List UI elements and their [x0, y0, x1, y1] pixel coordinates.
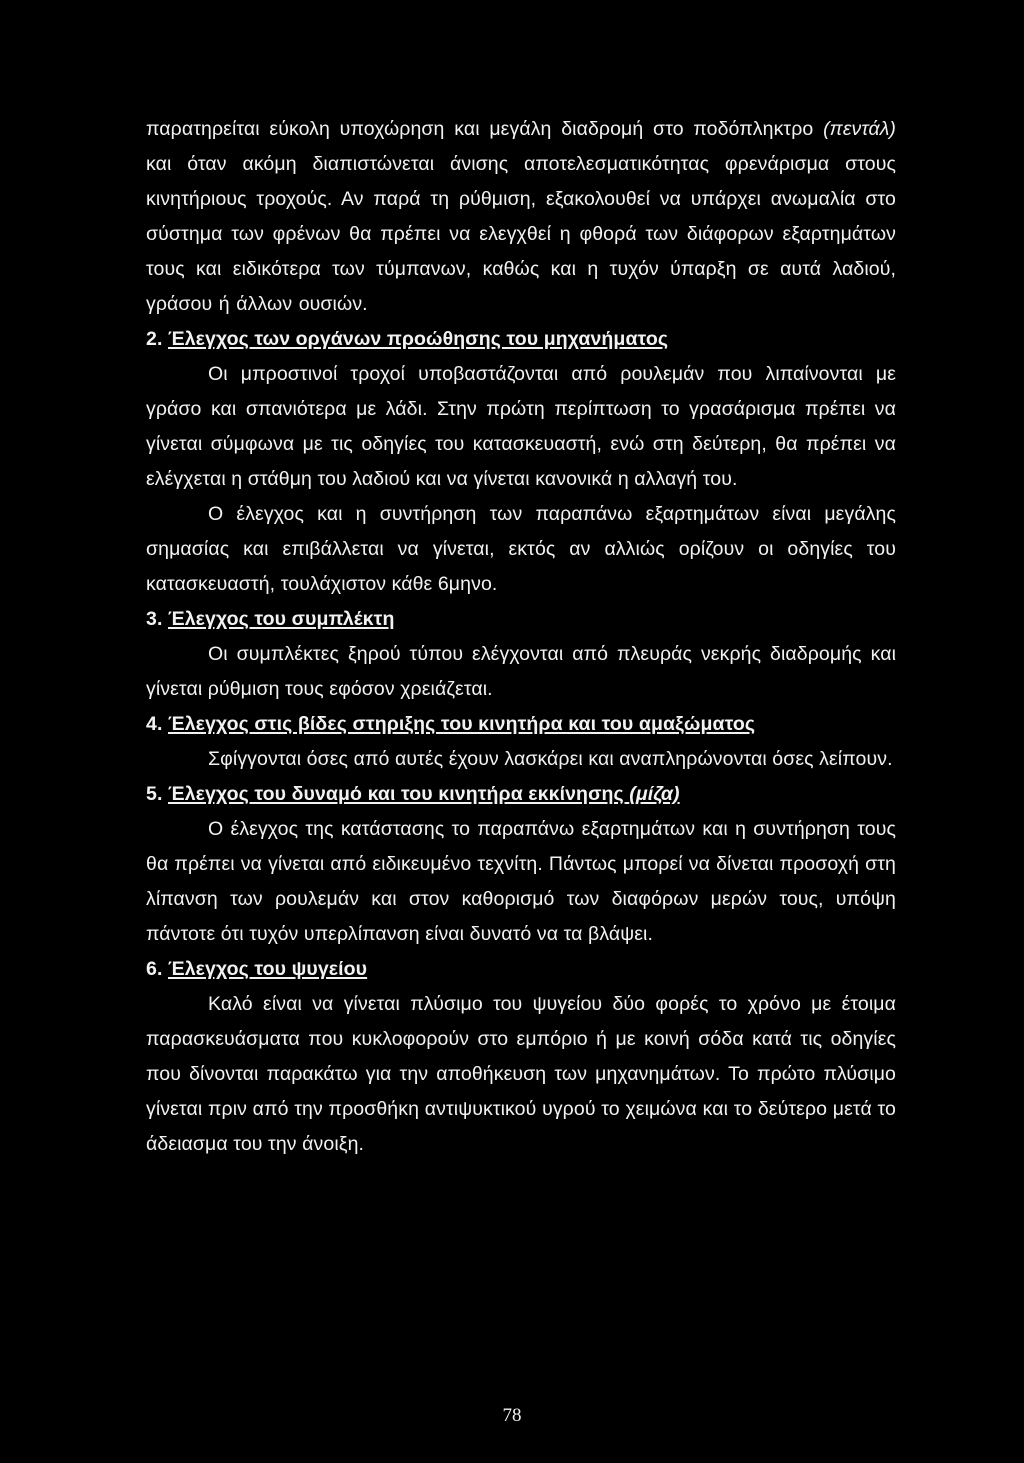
section-heading-5: [146, 777, 896, 812]
section-paragraph: Οι μπροστινοί τροχοί υποβαστάζονται από ρουλεμάν που λιπαίνονται με γράσο και σπανιότερα με λάδι. Στην πρώτη περίπτωση το γρασάρισμα πρέπει να γίνεται σύμφωνα με τις οδηγίες του κατασκευαστή, ενώ στη δεύτερη, θα πρέπει να ελέγχεται η στάθμη του λαδιού και να γίνεται κανονικά η αλλαγή του.: [146, 363, 896, 490]
section-paragraph: Ο έλεγχος της κατάστασης το παραπάνω εξαρτημάτων και η συντήρηση τους θα πρέπει να γίνεται από ειδικευμένο τεχνίτη. Πάντως μπορεί να δίνεται προσοχή στη λίπανση των ρουλεμάν και στον καθορισμό των διαφόρων μερών τους, υπόψη πάντοτε ότι τυχόν υπερλίπανση είναι δυνατό να τα βλάψει.: [146, 818, 896, 945]
document-body: [146, 112, 896, 1162]
section-title-text: Έλεγχος του δυναμό και του κινητήρα εκκίνησης: [168, 783, 630, 805]
paragraph-emphasis: (πεντάλ): [823, 118, 896, 140]
section-number: 3.: [146, 608, 163, 630]
section-number: 4.: [146, 713, 163, 735]
page-number: 78: [502, 1405, 522, 1426]
section-number: 2.: [146, 328, 163, 350]
paragraph-text: και όταν ακόμη διαπιστώνεται άνισης αποτελεσματικότητας φρενάρισμα στους κινητήριους τροχούς. Αν παρά τη ρύθμιση, εξακολουθεί να υπάρχει ανωμαλία στο σύστημα των φρένων θα πρέπει να ελεγχθεί η φθορά των διάφορων εξαρτημάτων τους και ειδικότερα των τύμπανων, καθώς και η τυχόν ύπαρξη σε αυτά λαδιού, γράσου ή άλλων ουσιών.: [146, 153, 896, 315]
paragraph-text: παρατηρείται εύκολη υποχώρηση και μεγάλη διαδρομή στο ποδόπληκτρο: [146, 118, 824, 140]
section-heading-4: [146, 707, 896, 742]
section-number: 5.: [146, 783, 163, 805]
section-title: Έλεγχος του ψυγείου: [168, 958, 368, 980]
section-heading-2: [146, 322, 896, 357]
section-title: [168, 783, 680, 805]
section-paragraph: Ο έλεγχος και η συντήρηση των παραπάνω εξαρτημάτων είναι μεγάλης σημασίας και επιβάλλεται να γίνεται, εκτός αν αλλιώς ορίζουν οι οδηγίες του κατασκευαστή, τουλάχιστον κάθε 6μηνο.: [146, 503, 896, 595]
paragraph-intro: [146, 112, 896, 322]
section-title: Έλεγχος του συμπλέκτη: [168, 608, 395, 630]
section-paragraph: Οι συμπλέκτες ξηρού τύπου ελέγχονται από πλευράς νεκρής διαδρομής και γίνεται ρύθμιση τους εφόσον χρειάζεται.: [146, 643, 896, 700]
section-heading-6: [146, 952, 896, 987]
section-heading-3: [146, 602, 896, 637]
section-number: 6.: [146, 958, 163, 980]
section-paragraph: Σφίγγονται όσες από αυτές έχουν λασκάρει και αναπληρώνονται όσες λείπουν.: [208, 748, 893, 770]
section-title-emphasis: (μίζα): [629, 783, 680, 805]
section-paragraph: Καλό είναι να γίνεται πλύσιμο του ψυγείου δύο φορές το χρόνο με έτοιμα παρασκευάσματα που κυκλοφορούν στο εμπόριο ή με κοινή σόδα κατά τις οδηγίες που δίνονται παρακάτω για την αποθήκευση των μηχανημάτων. Το πρώτο πλύσιμο γίνεται πριν από την προσθήκη αντιψυκτικού υγρού το χειμώνα και το δεύτερο μετά το άδειασμα του την άνοιξη.: [146, 993, 896, 1155]
section-title: Έλεγχος των οργάνων προώθησης του μηχανήματος: [168, 328, 669, 350]
section-title: Έλεγχος στις βίδες στηριξης του κινητήρα και του αμαξώματος: [168, 713, 756, 735]
